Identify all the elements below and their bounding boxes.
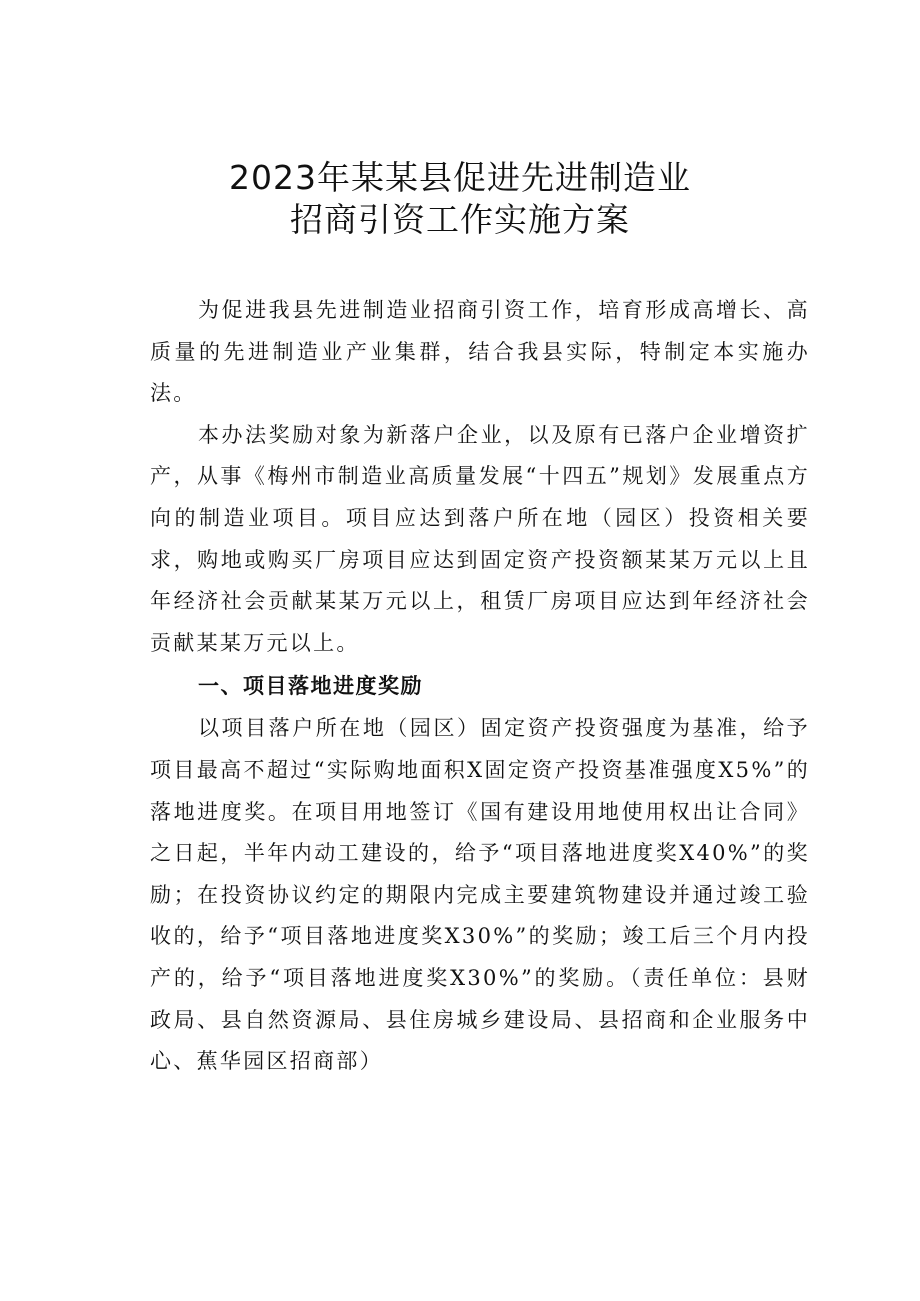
document-body bbox=[150, 290, 810, 1083]
document-title-line-1: 2023年某某县促进先进制造业 bbox=[229, 158, 691, 197]
eligibility-paragraph: 本办法奖励对象为新落户企业，以及原有已落户企业增资扩产，从事《梅州市制造业高质量发展“十四五”规划》发展重点方向的制造业项目。项目应达到落户所在地（园区）投资相关要求，购地或购买厂房项目应达到固定资产投资额某某万元以上且年经济社会贡献某某万元以上，租赁厂房项目应达到年经济社会贡献某某万元以上。 bbox=[150, 422, 810, 655]
section-heading: 一、项目落地进度奖励 bbox=[198, 674, 423, 699]
document-title-line-2: 招商引资工作实施方案 bbox=[290, 200, 630, 239]
section-1-paragraph: 以项目落户所在地（园区）固定资产投资强度为基准，给予项目最高不超过“实际购地面积X固定资产投资基准强度X5%”的落地进度奖。在项目用地签订《国有建设用地使用权出让合同》之日起，半年内动工建设的，给予“项目落地进度奖X40%”的奖励；在投资协议约定的期限内完成主要建筑物建设并通过竣工验收的，给予“项目落地进度奖X30%”的奖励；竣工后三个月内投产的，给予“项目落地进度奖X30%”的奖励。（责任单位：县财政局、县自然资源局、县住房城乡建设局、县招商和企业服务中心、蕉华园区招商部） bbox=[150, 716, 810, 1074]
intro-paragraph: 为促进我县先进制造业招商引资工作，培育形成高增长、高质量的先进制造业产业集群，结合我县实际，特制定本实施办法。 bbox=[150, 298, 810, 406]
